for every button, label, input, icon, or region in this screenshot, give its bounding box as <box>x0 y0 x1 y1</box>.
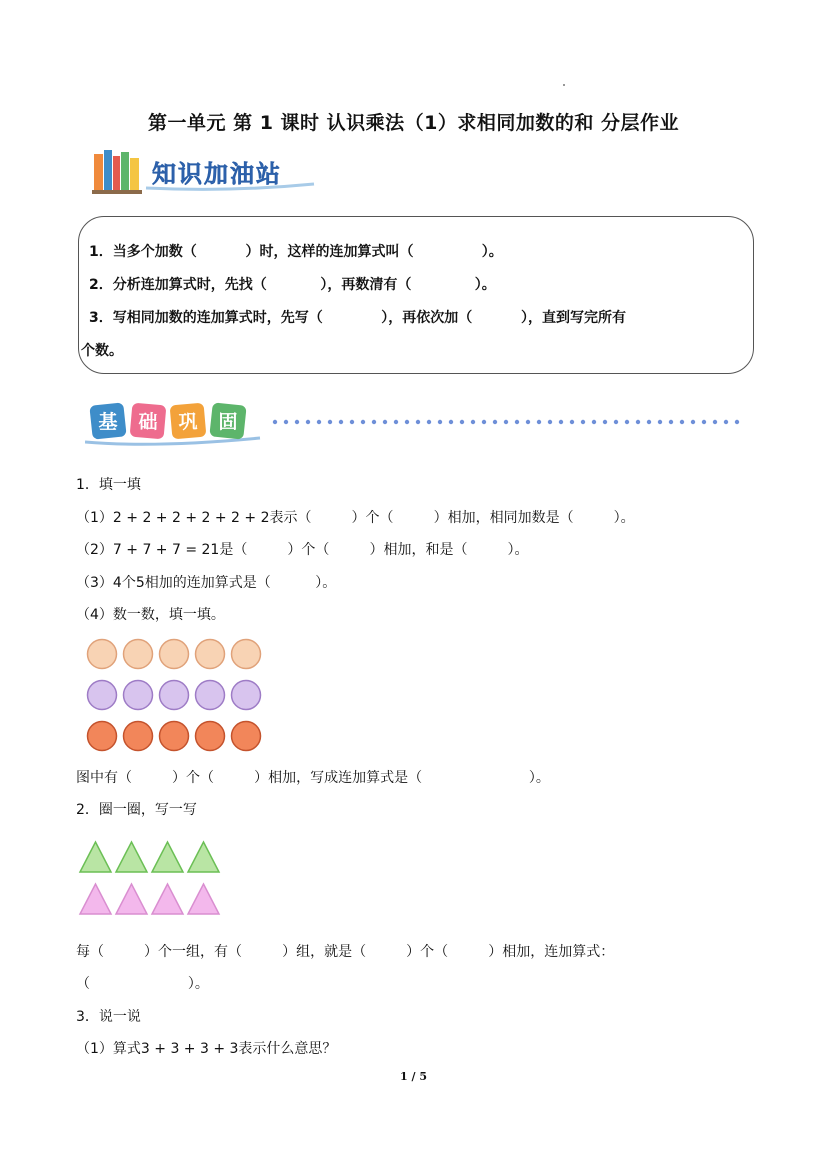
knowledge-line-4: 个数。 <box>81 343 123 359</box>
banner-dot <box>647 420 651 424</box>
banner-dot <box>350 420 354 424</box>
banner-dot <box>493 420 497 424</box>
triangle-row-2-item <box>80 884 111 914</box>
q1-part2: （2）7 + 7 + 7 = 21是（ ）个（ ）相加，和是（ ）。 <box>76 542 529 558</box>
knowledge-line-1: 1．当多个加数（ ）时，这样的连加算式叫（ ）。 <box>89 244 503 260</box>
circle-row-1-item <box>160 640 189 669</box>
circle-row-1-item <box>88 640 117 669</box>
circle-row-3-item <box>232 722 261 751</box>
banner-dot <box>537 420 541 424</box>
banner-dot <box>361 420 365 424</box>
banner-dot <box>317 420 321 424</box>
page-number: 1 / 5 <box>400 1070 427 1083</box>
page-title: 第一单元 第 1 课时 认识乘法（1）求相同加数的和 分层作业 <box>147 112 679 134</box>
q2-answer-line1: 每（ ）个一组，有（ ）组，就是（ ）个（ ）相加，连加算式： <box>76 944 615 960</box>
q1-part3: （3）4个5相加的连加算式是（ ）。 <box>76 575 337 591</box>
banner-dot <box>581 420 585 424</box>
banner-dot <box>658 420 662 424</box>
banner-dot <box>603 420 607 424</box>
banner-dot <box>306 420 310 424</box>
basics-char-2: 础 <box>138 411 158 433</box>
q1-part4: （4）数一数，填一填。 <box>76 607 225 623</box>
q3-part1: （1）算式3 + 3 + 3 + 3表示什么意思？ <box>76 1041 337 1057</box>
banner-dot <box>614 420 618 424</box>
circle-row-2-item <box>160 681 189 710</box>
banner-dot <box>669 420 673 424</box>
banner-dot <box>328 420 332 424</box>
circle-row-3-item <box>196 722 225 751</box>
banner-dot <box>339 420 343 424</box>
banner-dot <box>372 420 376 424</box>
q2-title: 2．圈一圈，写一写 <box>76 802 197 818</box>
circle-row-2-item <box>232 681 261 710</box>
banner-dot <box>592 420 596 424</box>
basics-char-1: 基 <box>98 411 118 433</box>
knowledge-box <box>78 216 754 374</box>
q1-part1: （1）2 + 2 + 2 + 2 + 2 + 2表示（ ）个（ ）相加，相同加数是（ ）。 <box>76 510 635 526</box>
banner-dot <box>449 420 453 424</box>
banner-dot <box>735 420 739 424</box>
triangle-row-1-item <box>152 842 183 872</box>
banner-dot <box>295 420 299 424</box>
triangle-row-2-item <box>116 884 147 914</box>
banner-dot <box>636 420 640 424</box>
circle-row-1-item <box>124 640 153 669</box>
banner-dot <box>713 420 717 424</box>
banner-dot <box>471 420 475 424</box>
banner-dot <box>691 420 695 424</box>
basics-char-4: 固 <box>218 411 238 433</box>
triangle-row-1-item <box>80 842 111 872</box>
knowledge-line-3: 3．写相同加数的连加算式时，先写（ ），再依次加（ ），直到写完所有 <box>89 310 626 326</box>
banner-dot <box>724 420 728 424</box>
knowledge-banner <box>92 148 322 196</box>
banner-dot <box>383 420 387 424</box>
banner-dot <box>504 420 508 424</box>
circles-svg <box>86 638 266 753</box>
banner-dot <box>526 420 530 424</box>
banner-dot <box>284 420 288 424</box>
triangle-row-1-item <box>116 842 147 872</box>
banner-dot <box>559 420 563 424</box>
circle-row-2-item <box>196 681 225 710</box>
banner-dot <box>548 420 552 424</box>
banner-dot <box>702 420 706 424</box>
triangle-row-2-item <box>152 884 183 914</box>
banner-dot <box>416 420 420 424</box>
banner-dot <box>625 420 629 424</box>
banner-dot <box>427 420 431 424</box>
banner-dot <box>273 420 277 424</box>
basics-banner <box>85 398 745 448</box>
banner-dot <box>438 420 442 424</box>
q2-answer-line2: （ ）。 <box>76 976 209 992</box>
banner-dot <box>405 420 409 424</box>
triangles-figure <box>78 838 223 918</box>
banner-dot <box>570 420 574 424</box>
banner-dot <box>460 420 464 424</box>
circle-row-1-item <box>232 640 261 669</box>
circle-row-2-item <box>88 681 117 710</box>
knowledge-line-2: 2．分析连加算式时，先找（ ），再数清有（ ）。 <box>89 277 496 293</box>
q3-title: 3．说一说 <box>76 1009 141 1025</box>
circle-row-2-item <box>124 681 153 710</box>
scan-dot <box>563 84 565 86</box>
basics-char-3: 巩 <box>178 411 198 433</box>
circle-row-3-item <box>124 722 153 751</box>
triangle-row-1-item <box>188 842 219 872</box>
circle-row-3-item <box>160 722 189 751</box>
q1-title: 1．填一填 <box>76 477 141 493</box>
triangles-svg <box>78 838 223 918</box>
banner-dot <box>482 420 486 424</box>
banner-dot <box>680 420 684 424</box>
triangle-row-2-item <box>188 884 219 914</box>
banner-dot <box>515 420 519 424</box>
circle-row-1-item <box>196 640 225 669</box>
circle-row-3-item <box>88 722 117 751</box>
banner-dot <box>394 420 398 424</box>
q1-part4-answer: 图中有（ ）个（ ）相加，写成连加算式是（ ）。 <box>76 770 550 786</box>
circles-figure <box>86 638 266 753</box>
knowledge-banner-text: 知识加油站 <box>152 160 282 188</box>
